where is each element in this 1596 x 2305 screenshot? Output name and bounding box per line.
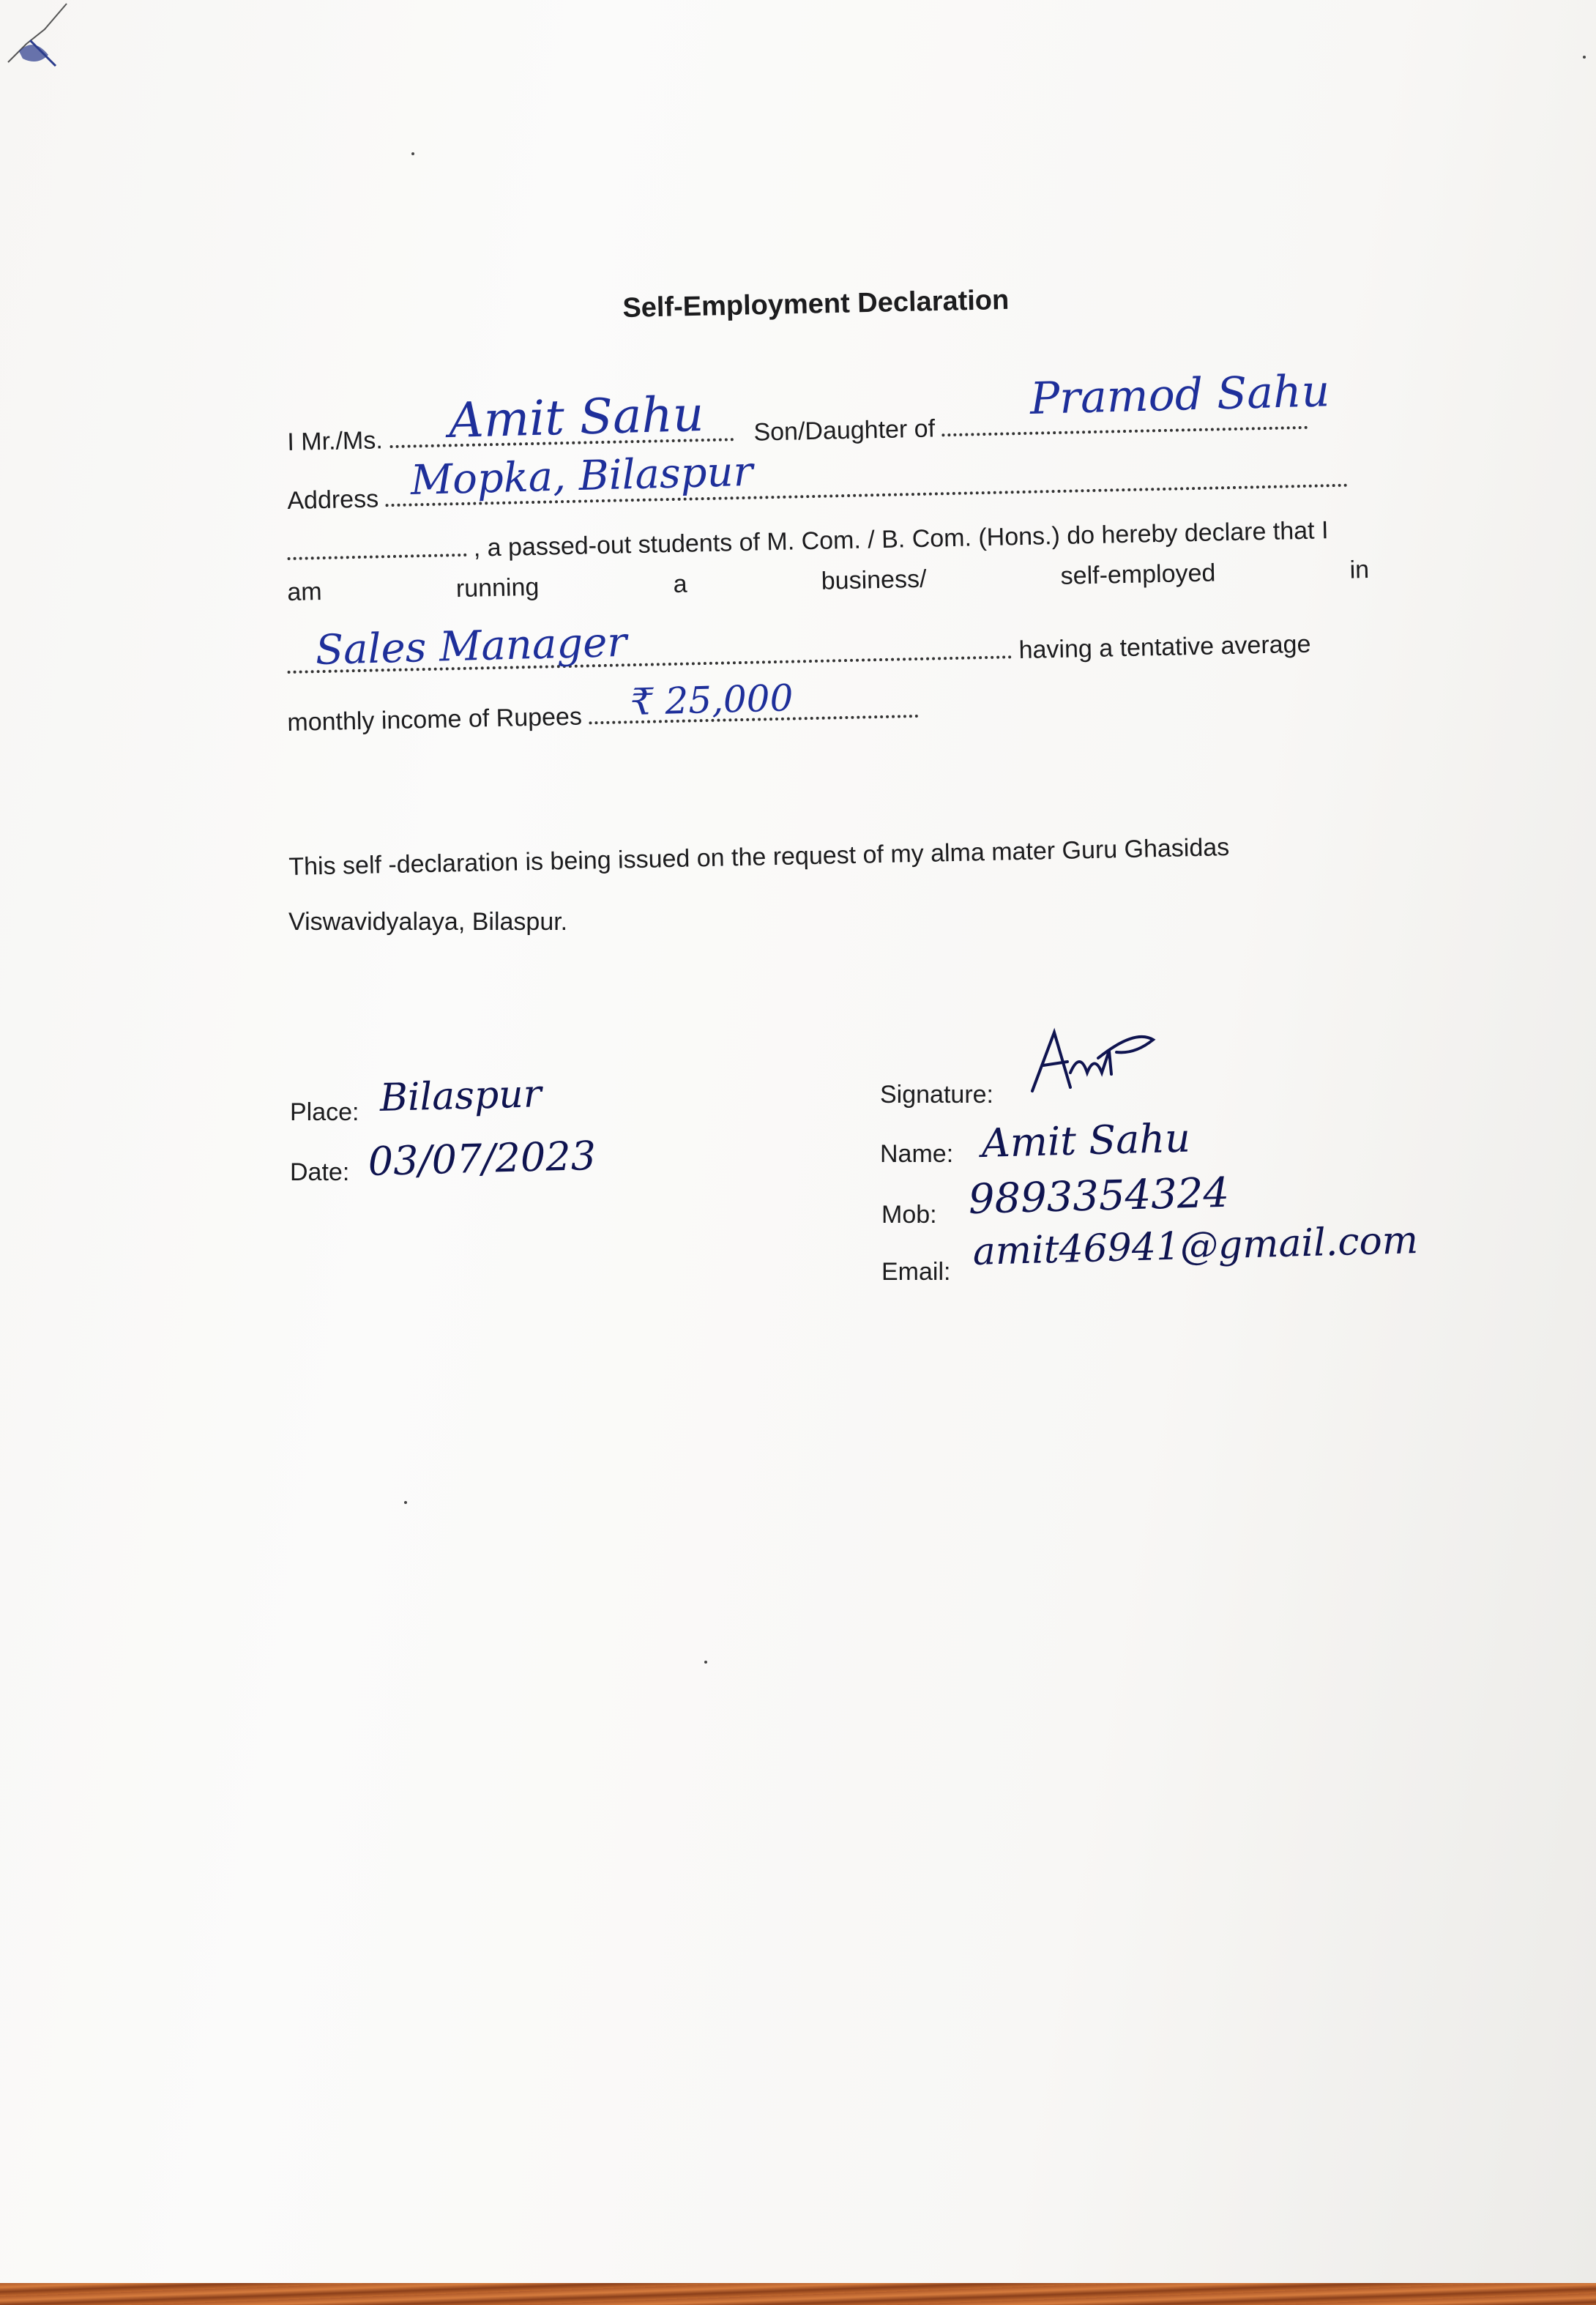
document-title: Self-Employment Declaration bbox=[622, 284, 1010, 324]
son-daughter-label: Son/Daughter of bbox=[753, 414, 936, 447]
mr-ms-label: I Mr./Ms. bbox=[287, 426, 384, 456]
word-a: a bbox=[673, 570, 687, 598]
paper-speck bbox=[411, 152, 414, 155]
word-self-employed: self-employed bbox=[1060, 559, 1216, 590]
handwritten-signature bbox=[1025, 1021, 1164, 1102]
word-am: am bbox=[287, 578, 323, 606]
parent-blank bbox=[942, 425, 1308, 436]
address-label: Address bbox=[287, 485, 379, 515]
filled-parent-name: Pramod Sahu bbox=[1029, 365, 1331, 425]
filled-income: ₹ 25,000 bbox=[630, 677, 794, 723]
corner-scribble-icon bbox=[4, 0, 70, 73]
filled-place: Bilaspur bbox=[379, 1072, 542, 1120]
word-running: running bbox=[455, 573, 540, 603]
tentative-average-text: having a tentative average bbox=[1018, 630, 1311, 665]
paper-speck bbox=[1583, 56, 1586, 59]
paper-speck bbox=[704, 1661, 707, 1664]
declaration-purpose-line-2: Viswavidyalaya, Bilaspur. bbox=[288, 908, 568, 936]
filled-address: Mopka, Bilaspur bbox=[410, 447, 754, 504]
filled-signatory-name: Amit Sahu bbox=[981, 1114, 1191, 1166]
email-label: Email: bbox=[881, 1258, 951, 1286]
date-label: Date: bbox=[290, 1158, 350, 1186]
signature-label: Signature: bbox=[880, 1081, 993, 1109]
monthly-income-label: monthly income of Rupees bbox=[287, 702, 583, 737]
mobile-label: Mob: bbox=[881, 1201, 937, 1229]
place-label: Place: bbox=[290, 1098, 359, 1126]
filled-date: 03/07/2023 bbox=[368, 1132, 597, 1185]
paper-speck bbox=[404, 1501, 407, 1504]
table-surface bbox=[0, 2283, 1596, 2305]
filled-mobile: 9893354324 bbox=[968, 1169, 1230, 1224]
name-label: Name: bbox=[880, 1140, 954, 1168]
filled-occupation: Sales Manager bbox=[315, 618, 627, 674]
declaration-purpose-line-1: This self -declaration is being issued on the request of my alma mater Guru Ghasidas bbox=[288, 833, 1230, 881]
filled-name: Amit Sahu bbox=[448, 385, 705, 449]
word-business: business/ bbox=[821, 565, 927, 595]
qualification-blank bbox=[288, 553, 467, 560]
word-in: in bbox=[1349, 556, 1370, 584]
filled-email: amit46941@gmail.com bbox=[972, 1218, 1419, 1274]
qualification-text: , a passed-out students of M. Com. / B. Com. (Hons.) do hereby declare that I bbox=[473, 516, 1329, 562]
